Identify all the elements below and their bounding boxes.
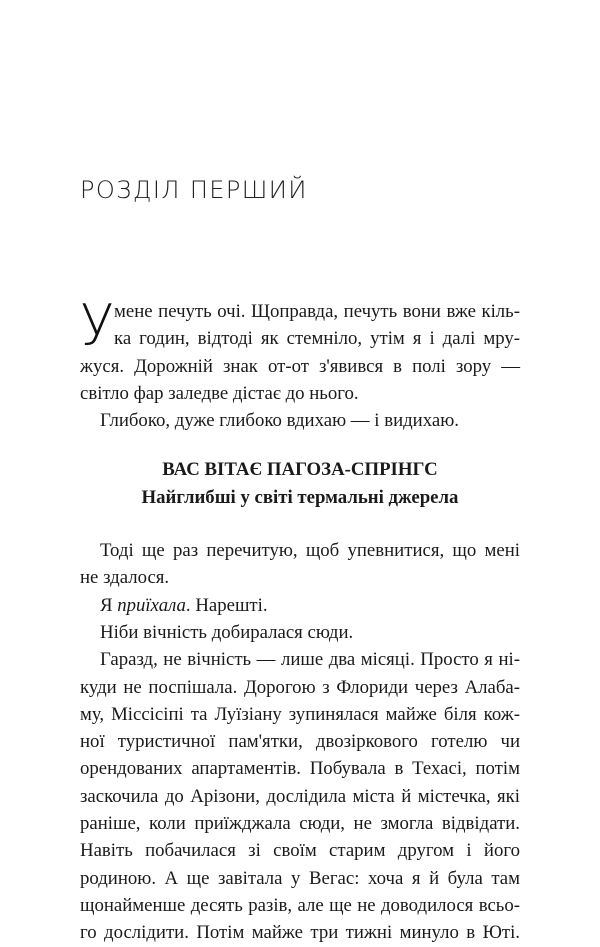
sign-line-2: Найглибші у світі термальні джерела: [141, 486, 459, 508]
paragraph: Ніби вічність добиралася сюди.: [100, 621, 354, 643]
text-line: му, Міссісіпі та Луїзіану зупинялася майже біля кож-: [80, 703, 520, 725]
sign-line-1: ВАС ВІТАЄ ПАГОЗА-СПРІНГС: [162, 459, 438, 481]
text-line: родиною. А ще завітала у Вегас: хоча я й була там: [80, 867, 520, 889]
chapter-title: РОЗДІЛ ПЕРШИЙ: [80, 176, 308, 204]
text-line: Гаразд, не вічність — лише два місяці. Просто я ні-: [100, 649, 520, 671]
text-line: ка годин, відтоді як стемніло, утім я і далі мру-: [114, 328, 520, 350]
text-line: заскочила до Арізони, дослідила міста й містечка, які: [80, 785, 520, 807]
chapter-body: [80, 293, 520, 947]
text-run: Я: [100, 594, 118, 616]
text-line: світло фар заледве дістає до нього.: [80, 382, 359, 404]
text-line: орендованих апартаментів. Побувала в Техасі, потім: [80, 758, 520, 780]
text-line: ної туристичної пам'ятки, двозіркового готелю чи: [80, 731, 520, 753]
paragraph-opening: [80, 293, 520, 358]
paragraph-arrived: [80, 592, 520, 619]
emphasis-text: приїхала: [117, 594, 186, 616]
text-line: куди не поспішала. Дорогою з Флориди через Алаба-: [80, 676, 520, 698]
text-line: щонайменше десять разів, але ще не доводилося всьо-: [80, 894, 520, 916]
text-line: не здалося.: [80, 567, 170, 589]
text-line: мене печуть очі. Щоправда, печуть вони вже кіль-: [114, 301, 520, 322]
paragraph: Глибоко, дуже глибоко вдихаю — і видихаю.: [100, 410, 459, 432]
drop-cap: У: [80, 293, 115, 358]
text-run: . Нарешті.: [185, 594, 268, 616]
text-line: раніше, коли приїжджала сюди, не змогла відвідати.: [80, 813, 520, 835]
road-sign-text: [80, 456, 520, 511]
text-line: Навіть побачилася зі своїм старим другом і його: [80, 840, 520, 862]
text-line: Тоді ще раз перечитую, щоб упевнитися, що мені: [100, 540, 520, 562]
text-line: го дослідити. Потім майже три тижні минуло в Юті.: [80, 922, 520, 944]
text-line: жуся. Дорожній знак от-от з'явився в полі зору —: [80, 355, 520, 377]
